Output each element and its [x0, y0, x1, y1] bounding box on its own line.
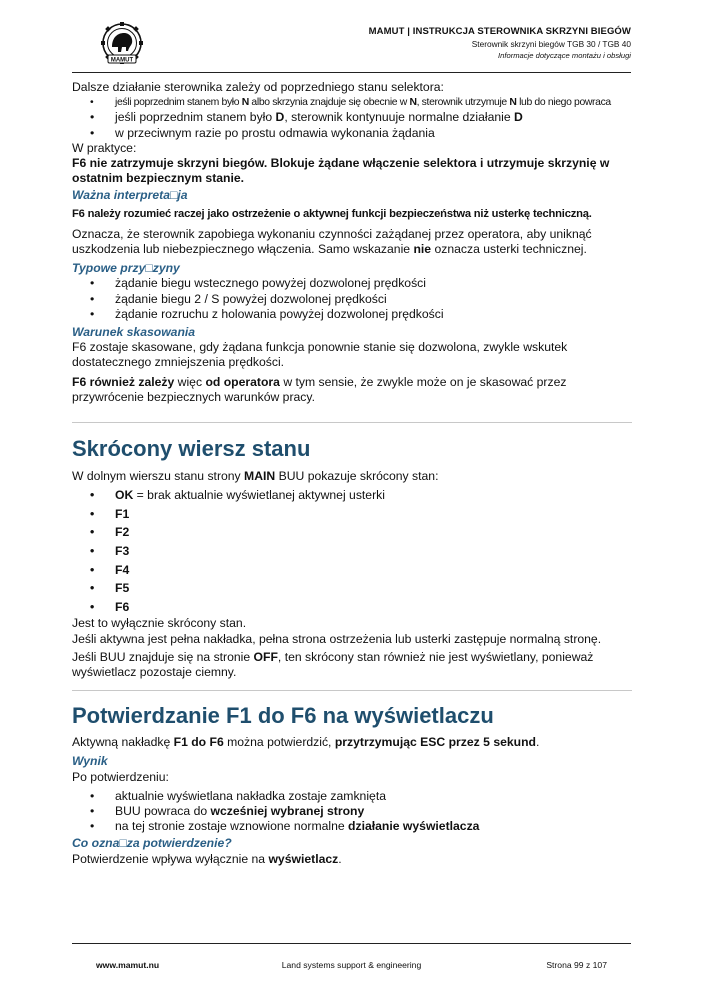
causes-heading: Typowe przy□zyny — [72, 261, 180, 276]
text-span: można potwierdzić, — [223, 735, 335, 750]
interpretation-heading: Ważna interpreta□ja — [72, 188, 188, 203]
footer-divider — [72, 943, 631, 944]
section-divider — [72, 690, 632, 691]
text-span: BUU powraca do — [115, 804, 211, 819]
text-span: na tej stronie zostaje wznowione normalne — [115, 819, 349, 834]
text-span: wyświetlacz — [268, 851, 339, 866]
text-span: . — [536, 735, 540, 750]
text-span: wcześniej wybranej strony — [210, 804, 365, 819]
text-span: , sterownik kontynuuje normalne działanie — [284, 110, 515, 125]
footer-center-text: Land systems support & engineering — [281, 960, 422, 970]
text-span: nie — [413, 242, 432, 257]
list-item — [72, 95, 632, 110]
status-line-off-note — [72, 650, 632, 680]
header-text-block — [369, 26, 631, 60]
text-span: = brak aktualnie wyświetlanej aktywnej usterki — [133, 488, 385, 503]
status-line-overlay-note: Jeśli aktywna jest pełna nakładka, pełna strona ostrzeżenia lub usterki zastępuje normalną stronę. — [72, 631, 602, 646]
status-line-note: Jest to wyłącznie skrócony stan. — [72, 616, 247, 631]
document-subtitle-secondary: Informacje dotyczące montażu i obsługi — [498, 51, 631, 60]
text-span: przytrzymując ESC przez 5 sekund — [334, 735, 536, 750]
list-item: • w przeciwnym razie po prostu odmawia wykonania żądania — [72, 126, 632, 141]
list-item: • F5 — [72, 579, 632, 598]
list-item — [72, 804, 632, 819]
status-code-list — [72, 486, 632, 616]
text-span: Oznacza, że sterownik zapobiega wykonaniu czynności zażądanej przez operatora, aby uniknąć uszkodzenia lub niebezpiecznego włączenia. Samo wskazanie — [72, 226, 592, 257]
section-title-status-line: Skrócony wiersz stanu — [72, 436, 311, 462]
list-item: • F2 — [72, 523, 632, 542]
text-span: N — [241, 97, 249, 109]
text-span: w tym sensie, że zwykle może on je skasować przez przywrócenie bezpiecznych warunków pracy. — [72, 374, 567, 404]
list-item: • żądanie biegu wstecznego powyżej dozwolonej prędkości — [72, 276, 632, 291]
reset-paragraph: F6 zostaje skasowane, gdy żądana funkcja ponownie stanie się dozwolona, zwykle wskutek dostatecznego zmniejszenia prędkości. — [72, 340, 568, 370]
text-span: OK — [115, 488, 134, 503]
list-item — [72, 110, 632, 125]
text-span: D — [275, 110, 285, 125]
list-item — [72, 486, 632, 505]
text-span: Aktywną nakładkę — [72, 735, 174, 750]
list-item: • F3 — [72, 542, 632, 561]
text-span: jeśli poprzednim stanem było — [115, 110, 276, 125]
text-span: W dolnym wierszu stanu strony — [72, 469, 245, 484]
result-list — [72, 789, 632, 835]
list-item: • F4 — [72, 561, 632, 580]
after-acknowledge-label: Po potwierdzeniu: — [72, 769, 169, 784]
text-span: BUU pokazuje skrócony stan: — [275, 469, 439, 484]
list-item — [72, 819, 632, 834]
text-span: D — [514, 110, 523, 125]
acknowledge-intro — [72, 735, 632, 750]
text-span: od operatora — [205, 374, 280, 389]
section-title-acknowledge: Potwierdzanie F1 do F6 na wyświetlaczu — [72, 703, 494, 729]
text-span: , ten skrócony stan również nie jest wyświetlany, ponieważ wyświetlacz pozostaje ciemny. — [72, 649, 594, 680]
document-title: MAMUT | INSTRUKCJA STEROWNIKA SKRZYNI BIEGÓW — [368, 26, 631, 37]
text-span: lub do niego powraca — [516, 97, 611, 109]
text-span: . — [338, 851, 342, 866]
list-item: • F1 — [72, 505, 632, 524]
footer-page-number: Strona 99 z 107 — [546, 960, 607, 970]
mamut-logo-icon — [98, 21, 146, 67]
list-item: • żądanie biegu 2 / S powyżej dozwolonej prędkości — [72, 292, 632, 307]
text-span: F1 do F6 — [173, 735, 224, 750]
text-span: N — [409, 97, 417, 109]
page-content — [72, 80, 632, 867]
list-item: • F6 — [72, 598, 632, 617]
text-span: albo skrzynia znajduje się obecnie w — [248, 97, 410, 109]
practice-label: W praktyce: — [72, 140, 137, 155]
footer-website-link[interactable]: www.mamut.nu — [96, 960, 160, 970]
interpretation-paragraph — [72, 227, 632, 257]
practice-statement: F6 nie zatrzymuje skrzyni biegów. Blokuje żądane włączenie selektora i utrzymuje skrzynię w ostatnim bezpiecznym stanie. — [72, 156, 610, 186]
text-span: F6 również zależy — [72, 374, 175, 389]
selector-state-list — [72, 95, 632, 141]
section-divider — [72, 422, 632, 423]
text-span: MAIN — [244, 469, 276, 484]
intro-paragraph: Dalsze działanie sterownika zależy od poprzedniego stanu selektora: — [72, 80, 444, 94]
meaning-heading: Co ozna□za potwierdzenie? — [72, 836, 232, 851]
list-item: • aktualnie wyświetlana nakładka zostaje zamknięta — [72, 789, 632, 804]
text-span: jeśli poprzednim stanem było — [115, 97, 242, 109]
text-span: , sterownik utrzymuje — [416, 97, 510, 109]
text-span: więc — [174, 374, 206, 389]
svg-text:MAMUT: MAMUT — [110, 57, 134, 64]
status-line-intro — [72, 469, 632, 484]
reset-operator-paragraph — [72, 375, 632, 405]
reset-heading: Warunek skasowania — [72, 325, 196, 340]
text-span: oznacza usterki technicznej. — [431, 242, 587, 257]
text-span: Jeśli BUU znajduje się na stronie — [72, 649, 254, 664]
causes-list — [72, 276, 632, 322]
document-subtitle: Sterownik skrzyni biegów TGB 30 / TGB 40 — [471, 39, 631, 49]
list-item: • żądanie rozruchu z holowania powyżej dozwolonej prędkości — [72, 307, 632, 322]
interpretation-statement: F6 należy rozumieć raczej jako ostrzeżenie o aktywnej funkcji bezpieczeństwa niż usterkę techniczną. — [72, 207, 592, 220]
meaning-paragraph — [72, 852, 632, 867]
text-span: N — [509, 97, 517, 109]
text-span: OFF — [253, 649, 278, 664]
result-heading: Wynik — [72, 754, 108, 769]
text-span: Potwierdzenie wpływa wyłącznie na — [72, 851, 269, 866]
text-span: działanie wyświetlacza — [348, 819, 480, 834]
page-header — [72, 18, 631, 73]
